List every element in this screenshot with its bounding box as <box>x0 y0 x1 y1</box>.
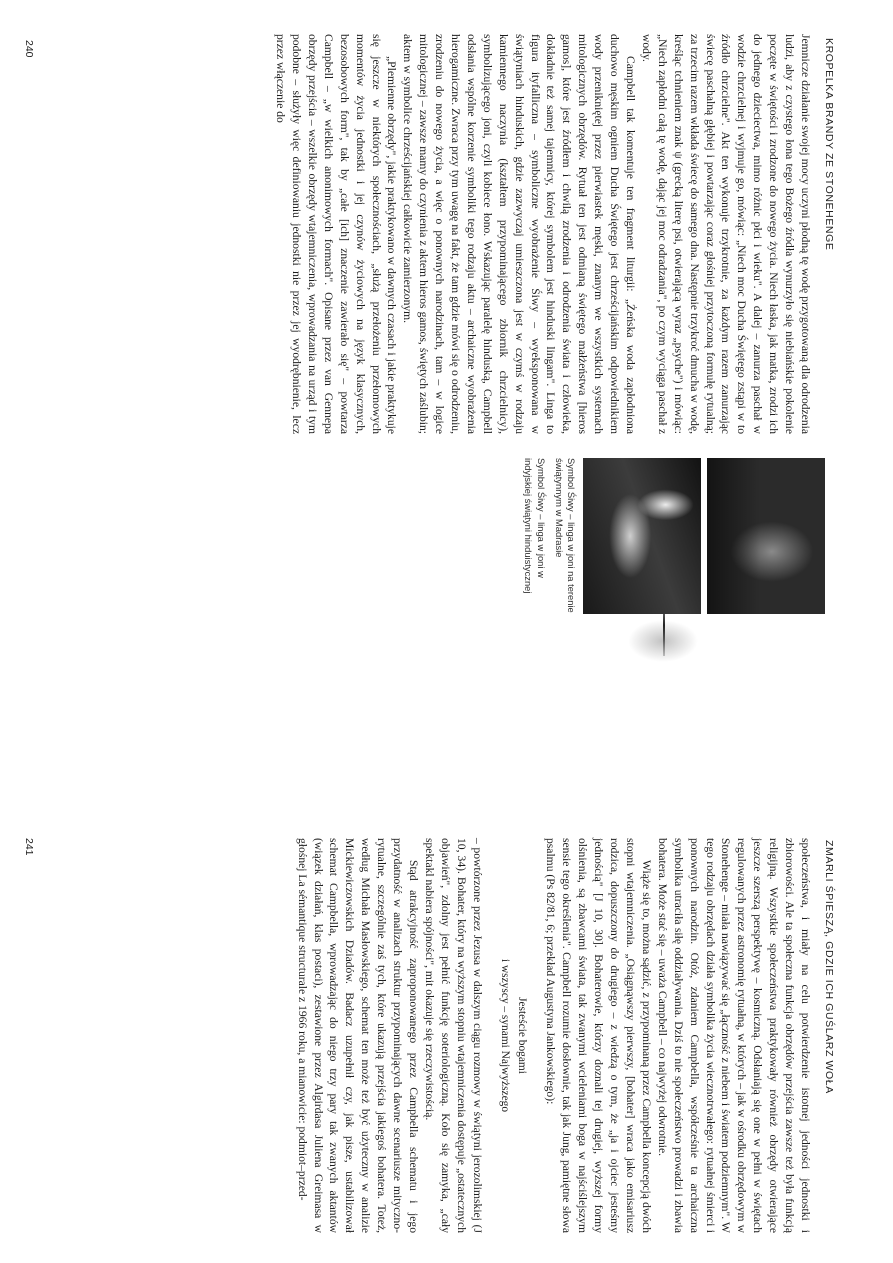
running-head-right: ZMARLI ŚPIESZĄ, GDZIE ICH GUŚLARZ WOŁA <box>823 840 835 1094</box>
caption-2: Symbol Śiwy – linga w joni w indyjskiej świątyni hinduistycznej <box>523 458 547 594</box>
psalm-line-1: Jesteście bogami <box>515 997 528 1074</box>
right-paragraph-2: Wiąże się to, można sądzić, z przypominaną przez Campbella koncepcją dwóch stopni wtajemniczenia. „Osiągnąwszy pierwszy, [bohater] wraca jako emisariusz rodzica, dopuszczony do drugiego – z wiedzą o tym, że „ja i ojciec jesteśmy jednością" [J 10, 30]. Bohaterowie, którzy doznali tej drugiej, wyższej formy olśnienia, są zbawcami świata, tak zwanymi wcieleniami boga w najściślejszym sensie tego określenia". Campbell rozumie dosłownie, tak jak Jung, pamiętne słowa psalmu (Ps 82/81, 6; przekład Augustyna Jankowskiego): <box>544 838 653 1233</box>
left-paragraph-2: Campbell tak komentuje ten fragment liturgii: „Żeńska woda zapłodniona duchowo męskim ogniem Ducha Świętego jest chrześcijańskim odpowiednikiem wody przenikniętej przez pierwiastek męski, znanym we wszystkich systemach mitologicznych obrzędów. Rytuał ten jest odmianą świętego małżeństwa [hieros gamos], które jest źródłem i chwilą zrodzenia i odrodzenia świata i człowieka, dokładnie też samej tajemnicy, której symbolem jest hinduski lingam". Linga to figura ityfalliczna – symboliczne wyobrażenie Śiwy – wyeksponowana w świątyniach hinduskich, gdzie zazwyczaj umieszczona jest w czymś w rodzaju kamiennego naczynia (kształtem przypominającego zbiornik chrzcielnicy), symbolizującego joni, czyli kobiece łono. Wskazując paralelę hinduską, Campbell odsłania wspólne korzenie symboliki tego rodzaju aktu – archaiczne wyobrażenia hierogamiczne. Zwraca przy tym uwagę na fakt, że tam gdzie mówi się o odrodzeniu, zrodzeniu do nowego życia, a więc o ponownych narodzinach, tam – w logice mitologicznej – zawsze mamy do czynienia z aktem hieros gamos, świętych zaślubin; aktem w symbolice chrześcijańskiej całkowicie zamierzonym. <box>401 34 638 434</box>
right-paragraph-4: Stąd atrakcyjność zaproponowanego przez Campbella schematu i jego przydatność w analizach struktur przypominających dawne scenariusze mityczno-rytualne, szczególnie zaś tych, które ukazują przejścia jakiegoś bohatera. Toteż, według Michała Masłowskiego, schemat ten może też być użyteczny w analizie Mickiewiczowskich Dziadów. Badacz uzupełnił czy, jak pisze, ustabilizował schemat Campbella, wprowadzając do niego trzy pary tak zwanych aktantów (wiązek działań, klas postaci), zestawione przez Algirdasa Juliena Greimasa w głośnej La sémantique structurale z 1966 roku, a mianowicie: podmiot–przed- <box>295 838 420 1233</box>
left-paragraph-1: Jemnicze działanie swojej mocy uczyni płodną tę wodę przygotowaną dla odrodzenia ludzi, aby z czystego łona tego Bożego źródła wynurzyło się niebiańskie pokolenie poczęte w świętości i zrodzone do nowego życia. Niech łaska, jak matka, zrodzi ich do jednego dzieciectwa, mimo różnic płci i wieku". A dalej – zanurza paschał w wodzie chrzcielnej i wyjmuje go, mówiąc: „Niech moc Ducha Świętego zstąpi w to źródło chrzcielne". Akt ten wykonuje trzykrotnie, za każdym razem zanurzając świecę paschalną głębiej i powtarzając coraz głośniej przytoczoną formułę rytualną; za trzecim razem wkłada świecę do samego dna. Następnie trzykroć dmucha w wodę, kreśląc tchnieniem znak ψ (grecką literę psi, otwierającą wyraz „psyche") i mówiąc: „Niech zapłodni całą tę wodę, dając jej moc odradzania", po czym wyciąga paschał z wody. <box>639 34 812 434</box>
photo-captions <box>522 458 577 618</box>
lingam-photo-madras <box>707 458 825 614</box>
right-paragraph-1: społeczeństwa, i miały na celu potwierdzenie istotnej jedności jednostki i zbiorowości. Ale ta społeczna funkcja obrzędów przejścia zawsze też była funkcją religijną. Wszystkie społeczeństwa praktykowały również obrzędy otwierające jeszcze szerszą perspektywę – kosmiczną. Odsłaniają się one w pełni w świętach regulowanych przez astronomię rytuałną, w których – jak w ośrodku obrzędowym w Stonehenge – miała nawiązywać się „łączność z niebem i światem podziemnym". W tego rodzaju obrzędach działa symbolika życia wiecznotrwałego: rytuałnej śmierci i ponownych narodzin. Otóż, zdaniem Campbella, współcześnie ta archaiczna symbolika utraciła siłę oddziaływania. Dziś to nie społeczeństwo prowadzi i zbawia bohatera. Może stać się – uważa Campbell – co najwyżej odwrotnie. <box>655 838 812 1233</box>
running-head-left: KROPELKA BRANDY ZE STONEHENGE <box>823 38 835 251</box>
psalm-quote <box>497 838 529 1233</box>
right-text-column <box>294 838 813 1233</box>
photo-column <box>516 458 825 618</box>
right-page <box>0 640 893 1263</box>
left-paragraph-3: „Plemienne obrzędy", jakie praktykowano w dawnych czasach i jakie praktykuje się jeszcze w niektórych społecznościach, „służą przełożeniu przełomowych momentów życia jednostki i jej czynów życiowych na język klasycznych, bezosobowych form", tak by „całe [ich] znaczenie zawierało się" – powtarza Campbell – „w wielkich anonimowych formach". Opisane przez van Gennepa obrzędy przejścia – wszelkie obrzędy wtajemniczenia, wprowadzania na urząd i tym podobne – służyły więc definiowaniu jednostki nie przez jej wyodrębnienie, lecz przez włączenie do <box>274 34 399 434</box>
page-number-right: 241 <box>23 838 35 856</box>
left-page <box>0 0 893 620</box>
caption-1: Symbol Śiwy – linga w joni na terenie świątynnym w Madrasie <box>553 458 577 613</box>
left-text-column <box>272 34 813 434</box>
right-paragraph-3: – powtórzone przez Jezusa w dalszym ciągu rozmowy w świątyni jerozolimskiej (J 10, 34). Bohater, który na wyższym stopniu wtajemniczenia dostępuje „ostatecznych objawień", zdolny jest pełnić funkcję soteriologiczną. Koło się zamyka, „cały spektakl nabiera spójności", mit okazuje się rzeczywistością. <box>422 838 484 1233</box>
psalm-line-2: i wszyscy – synami Najwyższego <box>498 958 511 1113</box>
lingam-photo-temple <box>583 458 701 614</box>
page-number-left: 240 <box>23 40 35 58</box>
